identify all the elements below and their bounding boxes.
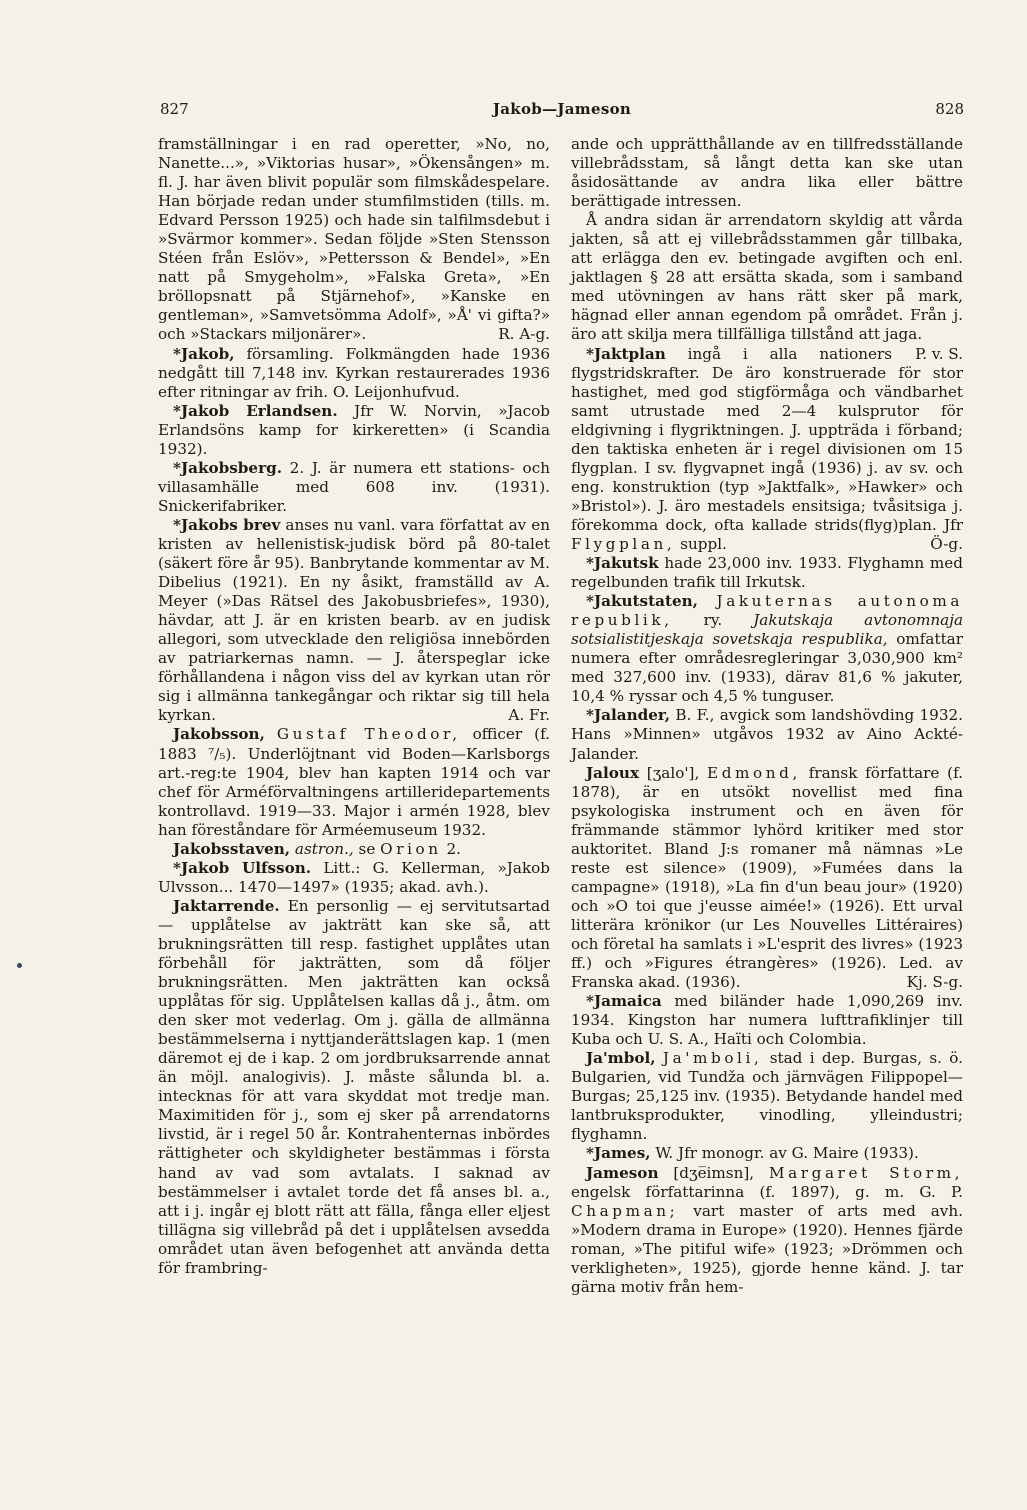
spaced-name: Ja'mboli, [662,1049,763,1068]
entry-continuation: ande och upprätthållande av en tillfredsställande villebrådsstam, så långt detta kan ske utan åsidosättande av andra lika eller bättre berättigade intressen. [571,135,963,211]
headword: *Jakobs brev [173,515,281,534]
margin-dot [17,963,22,968]
entry-jakobs-brev: *Jakobs brev anses nu vanl. vara författat av en kristen av hellenistisk-judisk börd på 80-talet (säkert före år 95). Banbrytande kommentar av M. Dibelius (1921). En ny åsikt, framställd av A. Meyer (»Das Rätsel des Jakobusbriefes», 1930), hävdar, att J. är en kristen bearb. av en judisk allegori, som utvecklade den religiösa innebörden av patriarkernas namn. — J. återspeglar icke förhållandena i någon viss del av kyrkan utan rör sig i allmänna tankegångar och riktar sig till hela kyrkan. A. Fr. [158,515,550,725]
entry-jakobsberg: *Jakobsberg. 2. J. är numera ett stations- och villasamhälle med 608 inv. (1931). Snickerifabriker. [158,458,550,515]
spaced-name: Chapman; [571,1201,679,1220]
headword: Jameson [586,1163,659,1182]
headword: *Jakutstaten, [586,592,698,611]
headword: *Jakobsberg. [173,458,282,477]
entry-jaloux: Jaloux [ʒalo'], Edmond, fransk författare (f. 1878), är en utsökt novellist med fina psykologiska instrument och en även för främmande stämmor lyhörd kritiker med stor auktoritet. Bland J:s romaner må nämnas »Le reste est silence» (1909), »Fumées dans la campagne» (1918), »La fin d'un beau jour» (1920) och »O toi que j'eusse aimée!» (1926). Ett urval litterära krönikor (ur Les Nouvelles Littéraires) och företal ha samlats i »L'esprit des livres» (1923 ff.) och »Figures étrangères» (1926). Led. av Franska akad. (1936). Kj. S-g. [571,763,963,992]
spaced-name: Edmond, [707,763,801,782]
entry-jakob-ulfsson: *Jakob Ulfsson. Litt.: G. Kellerman, »Jakob Ulvsson... 1470—1497» (1935; akad. avh.). [158,858,551,896]
entry-jakob-erlandsen: *Jakob Erlandsen. Jfr W. Norvin, »Jacob Erlandsöns kamp for kirkeretten» (i Scandia 1932). [158,401,551,458]
entry-jambol: Ja'mbol, Ja'mboli, stad i dep. Burgas, s. ö. Bulgarien, vid Tundža och järnvägen Filippopel—Burgas; 25,125 inv. (1935). Betydande handel med lantbruksprodukter, vinodling, ylleindustri; flyghamn. [571,1049,963,1144]
headword: Ja'mbol, [586,1049,656,1068]
entry-jaktplan: *Jaktplan ingå i alla nationers flygstridskrafter. De äro konstruerade för stor hastighet, med god stigförmåga och vändbarhet samt utrustade med 2—4 kulsprutor för eldgivning i flygriktningen. J. uppträda i förband; den taktiska enheten är i regel divisionen om 15 flygplan. I sv. flygvapnet ingå (1936) j. av sv. och eng. konstruktion (typ »Jaktfalk», »Hawker» och »Bristol»). J. äro mestadels ensitsiga; tvåsitsiga j. förekomma dock, ofta kallade strids(flyg)plan. Jfr Flygplan, suppl. Ö-g. [571,344,963,553]
entry-jalander: *Jalander, B. F., avgick som landshövding 1932. Hans »Minnen» utgåvos 1932 av Aino Ackté-Jalander. [571,706,963,763]
headword: Jaktarrende. [173,896,280,915]
headword: *Jakob Ulfsson. [173,858,312,877]
left-page-number: 827 [160,100,189,118]
page-header [160,100,964,124]
entry-jameson: Jameson [dʒe̅imsn], Margaret Storm, engelsk författarinna (f. 1897), g. m. G. P. Chapman; vart master of arts med avh. »Modern drama in Europe» (1920). Hennes fjärde roman, »The pitiful wife» (1923; »Drömmen och verkligheten», 1925), gjorde henne känd. J. tar gärna motiv från hem- [571,1163,963,1296]
entry-jaktarrende: Jaktarrende. En personlig — ej servitutsartad — upplåtelse av jakträtt kan ske så, att brukningsrätten till resp. fastighet upplåtes utan förbehåll för jakträtten, som då följer brukningsrätten. Men jakträtten kan också upplåtas för sig. Upplåtelsen kallas då j., åtm. om den sker mot vederlag. Om j. gälla de allmänna bestämmelserna i nyttjanderättslagen kap. 1 (men däremot ej de i kap. 2 om jordbruksarrende annat än möjl. analogivis). J. måste sålunda bl. a. intecknas för att vara skyddat mot tredje man. Maximitiden för j., som ej sker på arrendatorns livstid, är i regel 50 år. Kontrahenternas inbördes rättigheter och skyldigheter bestämmas i första hand av vad som avtalats. I saknad av bestämmelser i avtalet torde det få anses bl. a., att i j. ingår ej blott rätt att fälla, fånga eller eljest tillägna sig villebråd på det i upplåtelsen avsedda området utan även befogenhet att använda detta för frambring- [158,896,550,1277]
spaced-name: Jakuternas autonoma republik, [571,592,963,630]
entry-continuation: framställningar i en rad operetter, »No, no, Nanette...», »Viktorias husar», »Ökensången» m. fl. J. har även blivit populär som filmskådespelare. Han började redan under stumfilmstiden (tills. m. Edvard Persson 1925) och hade sin talfilmsdebut i »Svärmor kommer». Sedan följde »Sten Stensson Stéen från Eslöv», »Pettersson & Bendel», »En natt på Smygeholm», »Falska Greta», »En bröllopsnatt på Stjärnehof», »Kanske en gentleman», »Samvetsömma Adolf», »Å' vi gifta?» och »Stackars miljonärer». R. A-g. [158,135,550,344]
signature: R. A-g. [498,325,550,344]
entry-jakobsstaven: Jakobsstaven, astron., se Orion 2. [173,839,461,858]
headword: Jakobsstaven, [173,839,291,858]
headword: Jakobsson, [173,725,265,744]
entry-jaktarrende-part2: Å andra sidan är arrendatorn skyldig att vårda jakten, så att ej villebrådsstammen går tillbaka, att erlägga den ev. betingade avgiften och enl. jaktlagen § 28 att ersätta skada, som i samband med utövningen av hans rätt sker på mark, hägnad eller annan egendom på området. Från j. äro att skilja mera tillfälliga tillstånd att jaga. P. v. S. [571,211,963,363]
headword: *Jaktplan [586,344,666,363]
entry-jakutsk: *Jakutsk hade 23,000 inv. 1933. Flyghamn med regelbunden trafik till Irkutsk. [571,554,964,592]
entry-jakutstaten: *Jakutstaten, Jakuternas autonoma republik, ry. Jakutskaja avtonomnaja sotsialistitjeskaja sovetskaja respublika, omfattar numera efter områdesregleringar 3,030,900 km² med 327,600 inv. (1933), därav 81,6 % jakuter, 10,4 % ryssar och 4,5 % tunguser. [571,592,963,706]
cross-reference: Orion [380,839,442,858]
entry-jakobsson: Jakobsson, Gustaf Theodor, officer (f. 1883 ⁷/₅). Underlöjtnant vid Boden—Karlsborgs art.-reg:te 1904, blev han kapten 1914 och var chef för Arméförvaltningens artilleridepartements kontrollavd. 1919—33. Major i armén 1928, blev han föreståndare för Arméemuseum 1932. [158,725,550,839]
right-page-number: 828 [935,100,964,118]
headword: *Jalander, [586,706,671,725]
signature: Ö-g. [930,534,963,553]
signature: P. v. S. [915,344,963,363]
headword: *Jamaica [586,992,662,1011]
spaced-name: Gustaf Theodor, [276,725,461,744]
spaced-name: Margaret Storm, [769,1163,963,1182]
running-title: Jakob—Jameson [492,100,632,118]
left-column [158,135,550,1278]
headword: *Jakob, [173,344,235,363]
headword: *Jakutsk [586,554,659,573]
headword: *Jakob Erlandsen. [173,401,338,420]
signature: A. Fr. [508,706,550,725]
right-column [571,135,963,1297]
signature: Kj. S-g. [906,973,963,992]
headword: *James, [586,1144,651,1163]
entry-james: *James, W. Jfr monogr. av G. Maire (1933). [586,1144,919,1163]
headword: Jaloux [586,763,640,782]
cross-reference: Flygplan, [571,534,676,553]
entry-jakob-forsamling: *Jakob, församling. Folkmängden hade 1936 nedgått till 7,148 inv. Kyrkan restaurerades 1936 efter ritningar av frih. O. Leijonhufvud. [158,344,550,401]
entry-jamaica: *Jamaica med biländer hade 1,090,269 inv. 1934. Kingston har numera lufttrafiklinjer till Kuba och U. S. A., Haïti och Colombia. [571,992,963,1049]
